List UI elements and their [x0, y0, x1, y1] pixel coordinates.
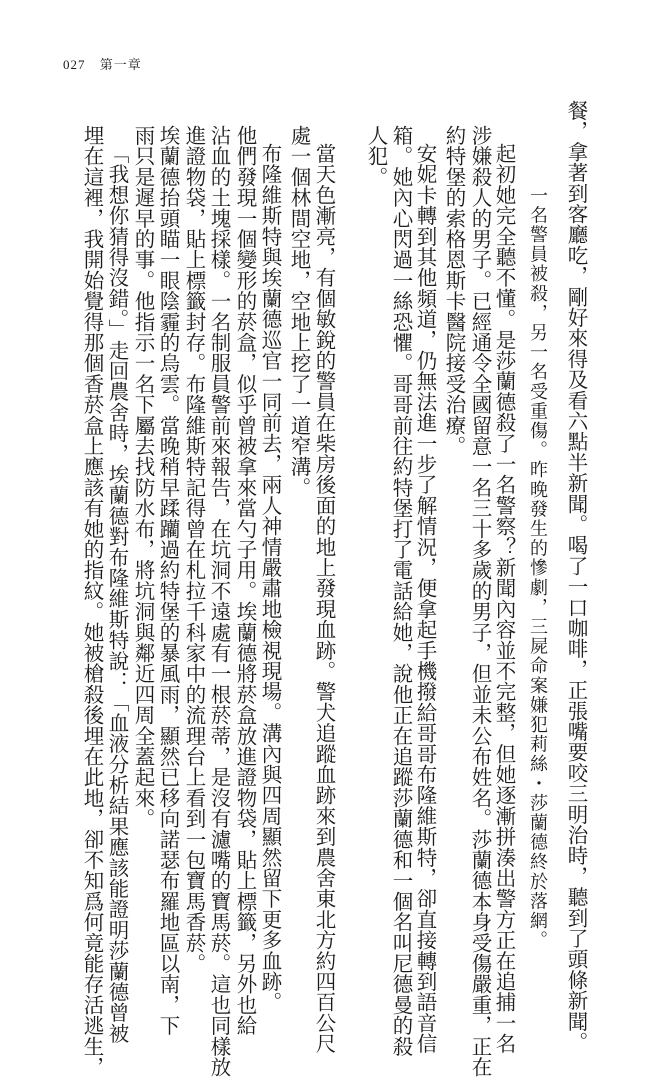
text-column: 進證物袋，貼上標籤封存。布隆維斯特記得曾在札拉千科家中的流理台上看到一包寶馬香菸。 — [182, 125, 206, 974]
page-header — [63, 54, 142, 73]
text-column: 處一個林間空地，空地上挖了一道窄溝。 — [287, 125, 311, 498]
text-column: 當天色漸亮，有個敏銳的警員在柴房後面的地上發現血跡。警犬追蹤血跡來到農舍東北方約四百公尺 — [312, 143, 336, 1054]
text-column: 餐，拿著到客廳吃，剛好來得及看六點半新聞。喝了一口咖啡，正張嘴要咬三明治時，聽到了頭條新聞。 — [564, 100, 588, 1053]
text-column: 雨只是遲早的事。他指示一名下屬去找防水布，將坑洞與鄰近四周全蓋起來。 — [131, 125, 155, 829]
text-column: 「我想你猜得沒錯。」走回農舍時，埃蘭德對布隆維斯特說：「血液分析結果應該能證明莎蘭德曾被 — [105, 143, 129, 1044]
text-column: 沾血的土塊採樣。一名制服員警前來報告，在坑洞不遠處有一根菸蒂，是沒有濾嘴的寶馬菸。這也同樣放 — [207, 125, 231, 1077]
text-column: 人犯。 — [364, 125, 388, 188]
text-column: 埋在這裡，我開始覺得那個香菸盒上應該有她的指紋。她被槍殺後埋在此地，卻不知爲何竟能存活逃生， — [80, 125, 104, 1077]
text-column: 約特堡的索格恩斯卡醫院接受治療。 — [442, 125, 466, 457]
text-column: 布隆維斯特與埃蘭德巡官一同前去，兩人神情嚴肅地檢視現場。溝內與四周顯然留下更多血跡。 — [258, 143, 282, 1013]
news-headline: 一名警員被殺，另一名受重傷。昨晚發生的慘劇，三屍命案嫌犯莉絲・莎蘭德終於落網。 — [527, 186, 548, 951]
text-column: 涉嫌殺人的男子。已經通令全國留意一名三十多歲的男子，但並未公布姓名。莎蘭德本身受傷嚴重，正在 — [468, 125, 492, 1077]
chapter-title: 第一章 — [99, 57, 142, 72]
text-column: 起初她完全聽不懂。是莎蘭德殺了一名警察？新聞內容並不完整，但她逐漸拼湊出警方正在追捕一名 — [492, 143, 516, 1054]
text-column: 他們發現一個變形的菸盒，似乎曾被拿來當勺子用。埃蘭德將菸盒放進證物袋，貼上標籤，另外也給 — [233, 125, 257, 1036]
text-column: 安妮卡轉到其他頻道，仍無法進一步了解情況，便拿起手機撥給哥哥布隆維斯特，卻直接轉到語音信 — [413, 143, 437, 1054]
text-column: 箱。她內心閃過一絲恐懼。哥哥前往約特堡打了電話給她，說他正在追蹤莎蘭德和一個名叫尼德曼的殺 — [389, 125, 413, 1057]
page-number: 027 — [63, 57, 86, 72]
text-column: 埃蘭德抬頭瞄一眼陰霾的烏雲。當晚稍早蹂躪過約特堡的暴風雨，顯然已移向諾瑟布羅地區以南，下 — [156, 125, 180, 1036]
